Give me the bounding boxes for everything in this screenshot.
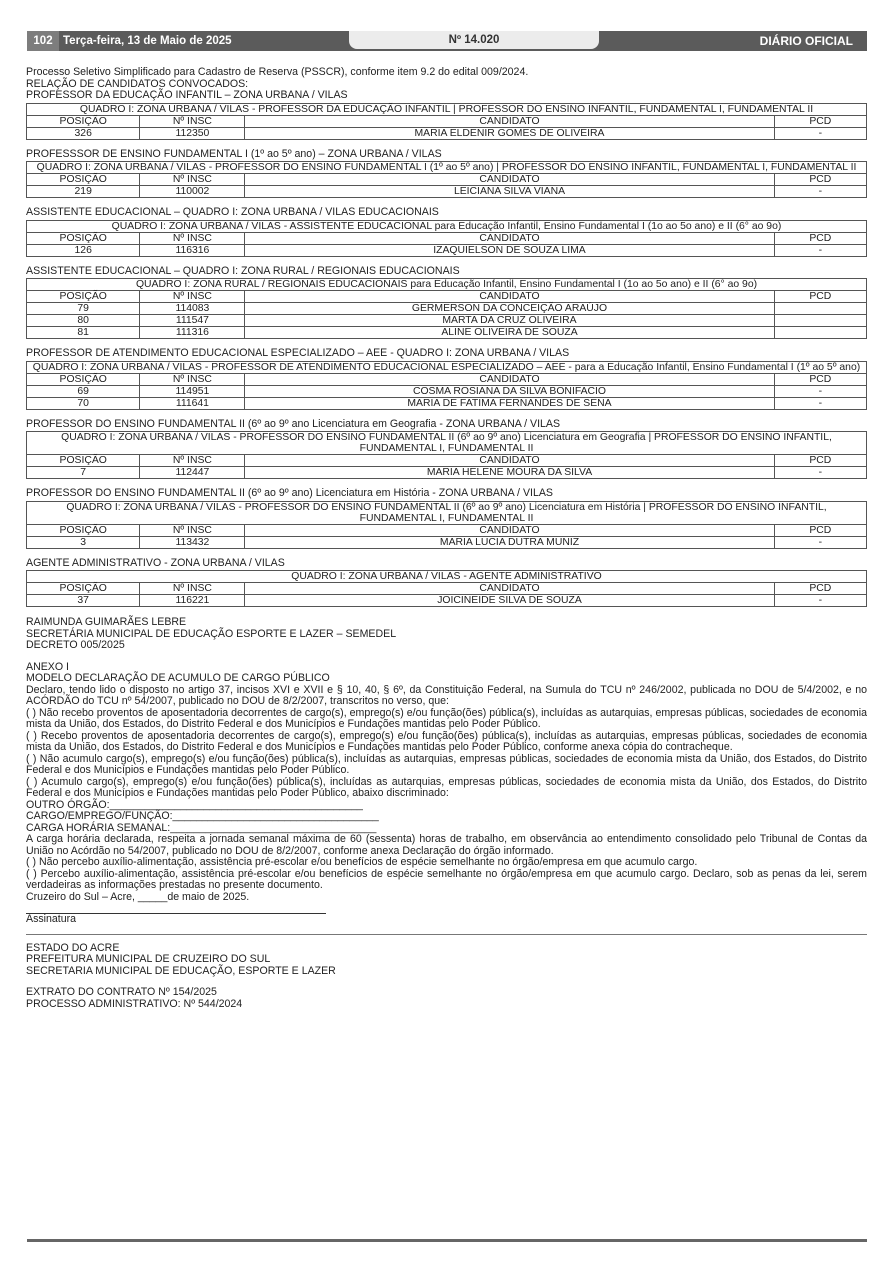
annex-paragraph: ( ) Não percebo auxílio-alimentação, assistência pré-escolar e/ou benefícios de espécie semelhante no órgão/empresa em que acumulo cargo. <box>26 856 698 868</box>
candidate-cell: MARIA DE FATIMA FERNANDES DE SENA <box>245 397 774 409</box>
column-header-pos: POSIÇÃO <box>27 524 140 536</box>
annex-field: CARGO/EMPREGO/FUNÇÃO:___________________________________ <box>26 810 379 822</box>
column-header-pcd: PCD <box>774 373 866 385</box>
convocation-sections <box>26 90 867 607</box>
table-row <box>27 244 867 256</box>
column-header-insc: Nº INSC <box>140 115 245 127</box>
journal-name: DIÁRIO OFICIAL <box>759 34 853 48</box>
section-title: AGENTE ADMINISTRATIVO - ZONA URBANA / VILAS <box>26 556 285 569</box>
section-title: ASSISTENTE EDUCACIONAL – QUADRO I: ZONA URBANA / VILAS EDUCACIONAIS <box>26 206 439 218</box>
column-header-insc: Nº INSC <box>140 373 245 385</box>
signature-label: Assinatura <box>26 913 77 925</box>
section-divider <box>26 934 867 935</box>
column-header-pcd: PCD <box>774 115 866 127</box>
inscription-cell: 114083 <box>140 303 245 315</box>
table-row <box>27 303 867 315</box>
candidate-cell: COSMA ROSIANA DA SILVA BONIFACIO <box>245 385 774 397</box>
column-header-cand: CANDIDATO <box>245 291 774 303</box>
annex-paragraph: A carga horária declarada, respeita a jornada semanal máxima de 60 (sessenta) horas de trabalho, em observância ao entendimento consolidado pelo Tribunal de Contas da União no Acórdão no 54/2007, publicado no DOU de 8/2/2007, conforme anexa Declaração do órgão informado. <box>26 833 867 857</box>
quadro-header: QUADRO I: ZONA URBANA / VILAS - ASSISTENTE EDUCACIONAL para Educação Infantil, Ensino Fundamental I (1o ao 5o ano) e II (6° ao 9o) <box>27 220 867 232</box>
column-header-cand: CANDIDATO <box>245 373 774 385</box>
inscription-cell: 116221 <box>140 595 245 607</box>
page-header <box>27 31 867 51</box>
pcd-cell: - <box>774 186 866 198</box>
position-cell: 70 <box>27 397 140 409</box>
column-header-insc: Nº INSC <box>140 174 245 186</box>
column-header-cand: CANDIDATO <box>245 524 774 536</box>
results-table <box>26 103 867 140</box>
quadro-header: QUADRO I: ZONA URBANA / VILAS - PROFESSOR DE ATENDIMENTO EDUCACIONAL ESPECIALIZADO – AEE - para a Educação Infantil, Ensino Fundamental I (1º ao 5º ano) <box>27 361 867 373</box>
section-title: PROFESSOR DE ATENDIMENTO EDUCACIONAL ESPECIALIZADO – AEE - QUADRO I: ZONA URBANA / VILAS <box>26 347 570 359</box>
annex-subtitle: MODELO DECLARAÇÃO DE ACUMULO DE CARGO PÚBLICO <box>26 672 330 684</box>
signatory-decree: DECRETO 005/2025 <box>26 639 125 651</box>
candidate-cell: MARIA LUCIA DUTRA MUNIZ <box>245 536 774 548</box>
section-title: PROFESSOR DO ENSINO FUNDAMENTAL II (6º ao 9º ano) Licenciatura em História - ZONA URBANA / VILAS <box>26 487 553 499</box>
table-header-row <box>27 373 867 385</box>
results-table <box>26 501 867 549</box>
position-cell: 81 <box>27 327 140 339</box>
column-header-pcd: PCD <box>774 232 866 244</box>
column-header-pcd: PCD <box>774 524 866 536</box>
table-header-row <box>27 174 867 186</box>
extract-line: PROCESSO ADMINISTRATIVO: Nº 544/2024 <box>26 997 243 1010</box>
candidate-cell: MARIA ELDENIR GOMES DE OLIVEIRA <box>245 127 774 139</box>
intro-line: Processo Seletivo Simplificado para Cadastro de Reserva (PSSCR), conforme item 9.2 do edital 009/2024. <box>26 66 529 78</box>
table-row <box>27 186 867 198</box>
position-cell: 79 <box>27 303 140 315</box>
column-header-pcd: PCD <box>774 583 866 595</box>
column-header-insc: Nº INSC <box>140 232 245 244</box>
position-cell: 80 <box>27 315 140 327</box>
results-table <box>26 161 867 198</box>
header-date: Terça-feira, 13 de Maio de 2025 <box>63 35 232 47</box>
column-header-pos: POSIÇÃO <box>27 291 140 303</box>
page-number: 102 <box>27 31 59 51</box>
column-header-insc: Nº INSC <box>140 583 245 595</box>
pcd-cell: - <box>774 385 866 397</box>
extract-line: EXTRATO DO CONTRATO Nº 154/2025 <box>26 986 217 998</box>
pcd-cell <box>774 303 866 315</box>
position-cell: 126 <box>27 244 140 256</box>
footer-line: SECRETARIA MUNICIPAL DE EDUCAÇÃO, ESPORTE E LAZER <box>26 964 336 977</box>
column-header-pos: POSIÇÃO <box>27 115 140 127</box>
table-header-row <box>27 583 867 595</box>
results-table <box>26 220 867 257</box>
candidate-cell: LEICIANA SILVA VIANA <box>245 186 774 198</box>
column-header-pos: POSIÇÃO <box>27 373 140 385</box>
pcd-cell: - <box>774 244 866 256</box>
candidate-cell: MARTA DA CRUZ OLIVEIRA <box>245 315 774 327</box>
quadro-header: QUADRO I: ZONA URBANA / VILAS - PROFESSOR DO ENSINO FUNDAMENTAL II (6º ao 9º ano) Licenciatura em História | PROFESSOR DO ENSINO INFANTIL, FUNDAMENTAL I, FUNDAMENTAL II <box>27 501 867 524</box>
document-body <box>26 67 867 1010</box>
annex-field: OUTRO ÓRGÃO:___________________________________________ <box>26 798 363 811</box>
column-header-pos: POSIÇÃO <box>27 583 140 595</box>
section-title: PROFESSSOR DE ENSINO FUNDAMENTAL I (1º ao 5º ano) – ZONA URBANA / VILAS <box>26 147 442 160</box>
section-title: ASSISTENTE EDUCACIONAL – QUADRO I: ZONA RURAL / REGIONAIS EDUCACIONAIS <box>26 264 460 277</box>
position-cell: 326 <box>27 127 140 139</box>
inscription-cell: 112447 <box>140 467 245 479</box>
annex-paragraph: ( ) Acumulo cargo(s), emprego(s) e/ou função(ões) pública(s), incluídas as autarquias, empresas públicas, sociedades de economia mista da União, dos Estados, do Distrito Federal e dos Municípios e Fundações mantidas pelo Poder Público, abaixo discriminado: <box>26 775 867 799</box>
column-header-cand: CANDIDATO <box>245 174 774 186</box>
table-row <box>27 327 867 339</box>
results-table <box>26 361 867 410</box>
table-row <box>27 595 867 607</box>
table-header-row <box>27 524 867 536</box>
column-header-cand: CANDIDATO <box>245 115 774 127</box>
table-row <box>27 127 867 139</box>
inscription-cell: 112350 <box>140 127 245 139</box>
position-cell: 219 <box>27 186 140 198</box>
edition-number: Nº 14.020 <box>349 31 599 49</box>
annex-paragraph: ( ) Recebo proventos de aposentadoria decorrentes de cargo(s), emprego(s) e/ou função(ões) pública(s), incluídas as autarquias, empresas públicas, sociedades de economia mista da União, dos Estados, do Distrito Federal e dos Municípios e Fundações mantidas pelo Poder Público, conforme anexa cópia do contracheque. <box>26 729 867 753</box>
quadro-header: QUADRO I: ZONA URBANA / VILAS - AGENTE ADMINISTRATIVO <box>27 571 867 583</box>
quadro-header: QUADRO I: ZONA URBANA / VILAS - PROFESSOR DA EDUCAÇÃO INFANTIL | PROFESSOR DO ENSINO INFANTIL, FUNDAMENTAL I, FUNDAMENTAL II <box>27 103 867 115</box>
column-header-pcd: PCD <box>774 174 866 186</box>
results-table <box>26 431 867 479</box>
inscription-cell: 113432 <box>140 536 245 548</box>
quadro-header: QUADRO I: ZONA URBANA / VILAS - PROFESSOR DO ENSINO FUNDAMENTAL I (1º ao 5º ano) | PROFESSOR DO ENSINO INFANTIL, FUNDAMENTAL I, FUNDAMENTAL II <box>27 162 867 174</box>
signatory-role: SECRETÁRIA MUNICIPAL DE EDUCAÇÃO ESPORTE E LAZER – SEMEDEL <box>26 627 397 640</box>
footer-line: PREFEITURA MUNICIPAL DE CRUZEIRO DO SUL <box>26 953 271 965</box>
quadro-header: QUADRO I: ZONA URBANA / VILAS - PROFESSOR DO ENSINO FUNDAMENTAL II (6º ao 9º ano) Licenciatura em Geografia | PROFESSOR DO ENSINO INFANTIL, FUNDAMENTAL I, FUNDAMENTAL II <box>27 432 867 455</box>
section-title: PROFESSOR DO ENSINO FUNDAMENTAL II (6º ao 9º ano Licenciatura em Geografia - ZONA URBANA / VILAS <box>26 417 561 430</box>
candidate-cell: IZAQUIELSON DE SOUZA LIMA <box>245 244 774 256</box>
inscription-cell: 111547 <box>140 315 245 327</box>
annex-paragraph: ( ) Não recebo proventos de aposentadoria decorrentes de cargo(s), emprego(s) e/ou função(ões) pública(s), incluídas as autarquias, empresas públicas, sociedades de economia mista da União, dos Estados, do Distrito Federal e dos Municípios e Fundações mantidas pelo Poder Público. <box>26 706 867 730</box>
table-row <box>27 536 867 548</box>
pcd-cell: - <box>774 536 866 548</box>
pcd-cell <box>774 315 866 327</box>
pcd-cell <box>774 327 866 339</box>
table-row <box>27 315 867 327</box>
quadro-header: QUADRO I: ZONA RURAL / REGIONAIS EDUCACIONAIS para Educação Infantil, Ensino Fundamental I (1o ao 5o ano) e II (6° ao 9o) <box>27 279 867 291</box>
place-date: Cruzeiro do Sul – Acre, _____de maio de 2025. <box>26 890 250 903</box>
pcd-cell: - <box>774 127 866 139</box>
annex-paragraph: ( ) Percebo auxílio-alimentação, assistência pré-escolar e/ou benefícios de espécie semelhante no órgão/empresa em que acumulo cargo. Declaro, sob as penas da lei, serem verdadeiras as informações prestadas no presente documento. <box>26 867 867 891</box>
column-header-pos: POSIÇÃO <box>27 455 140 467</box>
inscription-cell: 111316 <box>140 327 245 339</box>
table-row <box>27 397 867 409</box>
section-title: PROFESSOR DA EDUCAÇÃO INFANTIL – ZONA URBANA / VILAS <box>26 89 348 101</box>
column-header-pos: POSIÇÃO <box>27 174 140 186</box>
annex-paragraph: ( ) Não acumulo cargo(s), emprego(s) e/ou função(ões) pública(s), incluídas as autarquias, empresas públicas, sociedades de economia mista da União, dos Estados, do Distrito Federal e dos Municípios e Fundações mantidas pelo Poder Público. <box>26 752 867 776</box>
signatory-name: RAIMUNDA GUIMARÃES LEBRE <box>26 616 187 628</box>
pcd-cell: - <box>774 467 866 479</box>
column-header-insc: Nº INSC <box>140 455 245 467</box>
inscription-cell: 114951 <box>140 385 245 397</box>
inscription-cell: 116316 <box>140 244 245 256</box>
pcd-cell: - <box>774 595 866 607</box>
table-row <box>27 385 867 397</box>
annex-field: CARGA HORÁRIA SEMANAL:___________________________________ <box>26 821 377 834</box>
bottom-rule <box>27 1239 867 1242</box>
candidate-cell: ALINE OLIVEIRA DE SOUZA <box>245 327 774 339</box>
inscription-cell: 111641 <box>140 397 245 409</box>
position-cell: 69 <box>27 385 140 397</box>
column-header-cand: CANDIDATO <box>245 455 774 467</box>
column-header-cand: CANDIDATO <box>245 583 774 595</box>
results-table <box>26 278 867 339</box>
table-row <box>27 467 867 479</box>
table-header-row <box>27 291 867 303</box>
candidate-cell: JOICINEIDE SILVA DE SOUZA <box>245 595 774 607</box>
column-header-pcd: PCD <box>774 455 866 467</box>
intro-line: RELAÇÃO DE CANDIDATOS CONVOCADOS: <box>26 77 249 90</box>
candidate-cell: GERMERSON DA CONCEIÇÃO ARAÚJO <box>245 303 774 315</box>
table-header-row <box>27 115 867 127</box>
position-cell: 3 <box>27 536 140 548</box>
annex-paragraph: Declaro, tendo lido o disposto no artigo 37, incisos XVI e XVII e § 10, 40, § 6º, da Constituição Federal, na Sumula do TCU nº 246/2002, publicada no DOU de 5/4/2002, e no ACÓRDÃO do TCU nº 54/2007, publicado no DOU de 8/2/2007, transcritos no verso, que: <box>26 683 867 707</box>
candidate-cell: MARIA HELENE MOURA DA SILVA <box>245 467 774 479</box>
column-header-pos: POSIÇÃO <box>27 232 140 244</box>
footer-line: ESTADO DO ACRE <box>26 941 120 954</box>
column-header-cand: CANDIDATO <box>245 232 774 244</box>
annex-title: ANEXO I <box>26 660 69 673</box>
column-header-pcd: PCD <box>774 291 866 303</box>
inscription-cell: 110002 <box>140 186 245 198</box>
position-cell: 37 <box>27 595 140 607</box>
column-header-insc: Nº INSC <box>140 291 245 303</box>
position-cell: 7 <box>27 467 140 479</box>
pcd-cell: - <box>774 397 866 409</box>
results-table <box>26 570 867 607</box>
table-header-row <box>27 232 867 244</box>
column-header-insc: Nº INSC <box>140 524 245 536</box>
table-header-row <box>27 455 867 467</box>
